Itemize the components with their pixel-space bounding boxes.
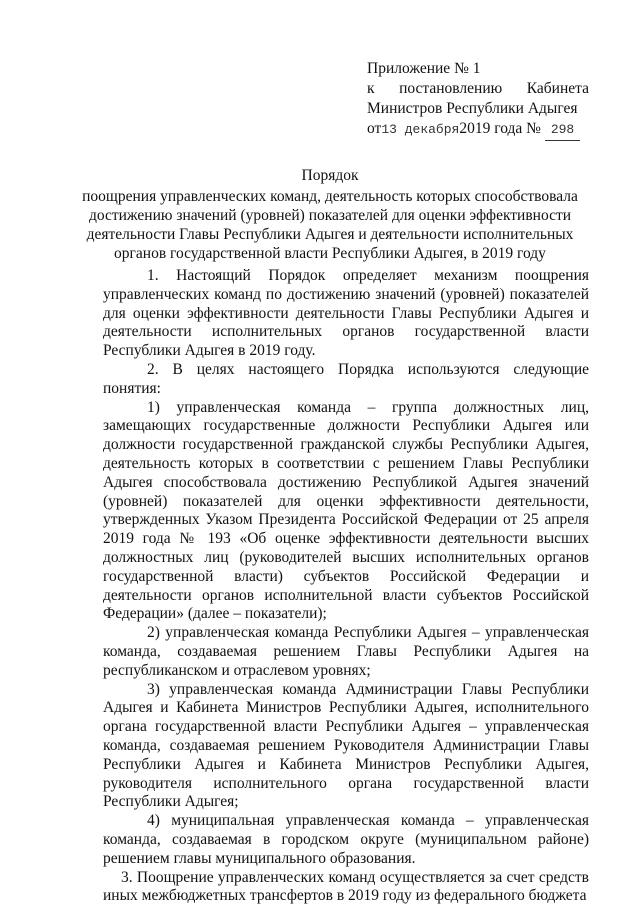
number-stamp: 298 xyxy=(545,120,580,141)
appendix-header xyxy=(367,59,589,141)
title-line-4: органов государственной власти Республики Адыгея, в 2019 году xyxy=(60,244,600,263)
date-suffix: 2019 года № xyxy=(459,120,541,137)
paragraph-2-item-3: 3) управленческая команда Администрации Главы Республики Адыгея и Кабинета Министров Республики Адыгея, исполнительного органа государственной власти Республики Адыгея – управленческая команда, создаваемая решением Руководителя Администрации Главы Республики Адыгея и Кабинета Министров Республики Адыгея, руководителя исполнительного органа государственной власти Республики Адыгея; xyxy=(103,681,589,813)
title-line-3: деятельности Главы Республики Адыгея и деятельности исполнительных xyxy=(60,225,600,244)
paragraph-1: 1. Настоящий Порядок определяет механизм поощрения управленческих команд по достижению значений (уровней) показателей для оценки эффективности деятельности Главы Республики Адыгея и деятельности исполнительных органов государственной власти Республики Адыгея в 2019 году. xyxy=(103,267,589,361)
paragraph-2: 2. В целях настоящего Порядка используются следующие понятия: xyxy=(103,361,589,399)
paragraph-3: 3. Поощрение управленческих команд осуществляется за счет средств иных межбюджетных трансфертов в 2019 году из федерального бюджета xyxy=(103,869,589,906)
appendix-number: Приложение № 1 xyxy=(367,59,589,79)
title-line-1: поощрения управленческих команд, деятельность которых способствовала xyxy=(60,187,600,206)
date-prefix: от xyxy=(367,120,381,137)
paragraph-2-item-2: 2) управленческая команда Республики Адыгея – управленческая команда, создаваемая решением Главы Республики Адыгея на республиканском и отраслевом уровнях; xyxy=(103,624,589,680)
date-stamp: 13 декабря xyxy=(381,122,459,137)
appendix-date-line xyxy=(367,119,589,141)
document-title xyxy=(60,166,600,263)
document-body xyxy=(103,267,589,906)
paragraph-2-item-4: 4) муниципальная управленческая команда – управленческая команда, создаваемая в городском округе (муниципальном районе) решением главы муниципального образования. xyxy=(103,812,589,868)
appendix-resolution-line: к постановлению Кабинета xyxy=(367,79,589,99)
title-heading: Порядок xyxy=(60,166,600,185)
paragraph-2-item-1: 1) управленческая команда – группа должностных лиц, замещающих государственные должности Республики Адыгея или должности государственной гражданской службы Республики Адыгея, деятельность которых в соответствии с решением Главы Республики Адыгея способствовала достижению Республикой Адыгея значений (уровней) показателей для оценки эффективности деятельности, утвержденных Указом Президента Российской Федерации от 25 апреля 2019 года № 193 «Об оценке эффективности деятельности высших должностных лиц (руководителей высших исполнительных органов государственной власти) субъектов Российской Федерации и деятельности органов исполнительной власти субъектов Российской Федерации» (далее – показатели); xyxy=(103,399,589,625)
appendix-cabinet-line: Министров Республики Адыгея xyxy=(367,99,589,119)
title-line-2: достижению значений (уровней) показателей для оценки эффективности xyxy=(60,206,600,225)
